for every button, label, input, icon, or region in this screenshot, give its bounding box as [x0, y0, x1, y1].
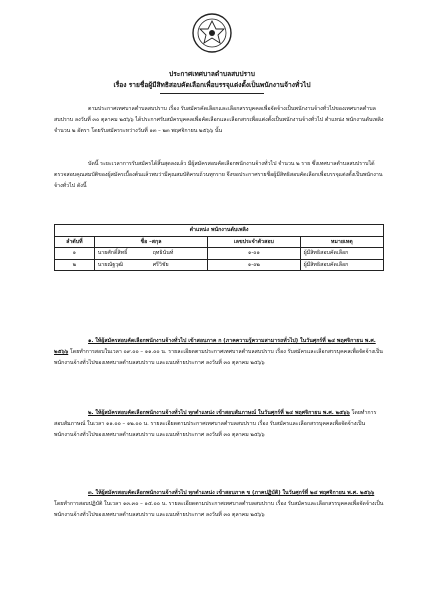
remark: ผู้มีสิทธิสอบคัดเลือก [300, 248, 383, 260]
candidate-name [94, 248, 208, 260]
document-subject: เรื่อง รายชื่อผู้มีสิทธิสอบคัดเลือกเพื่อบรรจุแต่งตั้งเป็นพนักงานจ้างทั่วไป [113, 81, 311, 89]
municipal-seal-icon [191, 12, 233, 54]
section-body: โดยทำการสอบปฏิบัติ ในเวลา ๑๓.๓๐ – ๑๕.๐๐ น. รายละเอียดตามประกาศเทศบาลตำบลสบปราบ เรื่อง รับสมัครและเลือกสรรบุคคลเพื่อจัดจ้างเป็นพนักงานจ้างทั่วไปของเทศบาลตำบลสบปราบ และแนบท้ายประกาศ ลงวันที่ ๓๐ ตุลาคม ๒๕๖๖ [54, 501, 384, 519]
section-written-exam [54, 336, 384, 370]
table-row [55, 259, 384, 271]
document-title: ประกาศเทศบาลตำบลสบปราบ [169, 70, 255, 78]
section-body: โดยทำการสอบสัมภาษณ์ ในเวลา ๑๑.๐๐ – ๑๒.๐๐ น. รายละเอียดตามประกาศเทศบาลตำบลสบปราบ เรื่อง รับสมัครและเลือกสรรบุคคลเพื่อจัดจ้างเป็นพนักงานจ้างทั่วไปของเทศบาลตำบลสบปราบ และแนบท้ายประกาศ ลงวันที่ ๓๐ ตุลาคม ๒๕๖๖ [54, 410, 377, 439]
remark: ผู้มีสิทธิสอบคัดเลือก [300, 259, 383, 271]
candidate-last-name: ฤทธินันท์ [152, 250, 174, 257]
row-number: ๑ [55, 248, 95, 260]
exam-id: ๑-๐๒ [208, 259, 300, 271]
section-lead: ๑. ให้ผู้สมัครสอบคัดเลือกพนักงานจ้างทั่วไป เข้าสอบภาค ก (ภาคความรู้ความสามารถทั่วไป) ในวันศุกร์ที่ ๒๔ พฤศจิกายน พ.ศ. ๒๕๖๖ [54, 338, 376, 356]
status-paragraph: บัดนี้ ระยะเวลาการรับสมัครได้สิ้นสุดลงแล้ว มีผู้สมัครสอบคัดเลือกพนักงานจ้างทั่วไป จำนวน ๒ ราย ซึ่งเทศบาลตำบลสบปราบได้ตรวจสอบคุณสมบัติของผู้สมัครเบื้องต้นแล้วพบว่ามีคุณสมบัติครบถ้วนทุกราย จึงขอประกาศรายชื่อผู้มีสิทธิสอบคัดเลือกเพื่อบรรจุแต่งตั้งเป็นพนักงานจ้างทั่วไป ดังนี้ [54, 161, 383, 190]
candidate-table [54, 224, 384, 271]
title-divider [160, 93, 264, 94]
intro-paragraph: ตามประกาศเทศบาลตำบลสบปราบ เรื่อง รับสมัครคัดเลือกและเลือกสรรบุคคลเพื่อจัดจ้างเป็นพนักงานจ้างทั่วไปของเทศบาลตำบลสบปราบ ลงวันที่ ๓๐ ตุลาคม ๒๕๖๖ ได้ประกาศรับสมัครบุคคลเพื่อคัดเลือกและเลือกสรรเพื่อแต่งตั้งเป็นพนักงานจ้างทั่วไป ตำแหน่ง พนักงานดับเพลิง จำนวน ๒ อัตรา โดยรับสมัครระหว่างวันที่ ๑๓ – ๒๓ พฤศจิกายน ๒๕๖๖ นั้น [54, 106, 384, 135]
section-body: โดยทำการสอบในเวลา ๐๙.๐๐ – ๑๑.๐๐ น. รายละเอียดตามประกาศเทศบาลตำบลสบปราบ เรื่อง รับสมัครและเลือกสรรบุคคลเพื่อจัดจ้างเป็นพนักงานจ้างทั่วไปของเทศบาลตำบลสบปราบ และแนบท้ายประกาศ ลงวันที่ ๓๐ ตุลาคม ๒๕๖๖ [54, 349, 383, 367]
row-number: ๒ [55, 259, 95, 271]
section-lead: ๒. ให้ผู้สมัครสอบคัดเลือกพนักงานจ้างทั่วไป ทุกตำแหน่ง เข้าสอบสัมภาษณ์ ในวันศุกร์ที่ ๒๔ พฤศจิกายน พ.ศ. ๒๕๖๖ [88, 410, 350, 416]
candidate-first-name: นายศักดิ์สิทธิ์ [97, 250, 128, 257]
section-lead: ๓. ให้ผู้สมัครสอบคัดเลือกพนักงานจ้างทั่วไป ทุกตำแหน่ง เข้าสอบภาค ข (ภาคปฏิบัติ) ในวันศุกร์ที่ ๒๔ พฤศจิกายน พ.ศ. ๒๕๖๖ [88, 490, 375, 496]
column-header: ลำดับที่ [55, 236, 95, 248]
candidate-name [94, 259, 208, 271]
table-position-header: ตำแหน่ง พนักงานดับเพลิง [55, 225, 384, 237]
candidate-last-name: ศรีวิชัย [152, 261, 169, 268]
column-header: เลขประจำตัวสอบ [208, 236, 300, 248]
table-header-row [55, 236, 384, 248]
section-practical-exam [54, 488, 384, 522]
table-row [55, 248, 384, 260]
column-header: หมายเหตุ [300, 236, 383, 248]
column-header: ชื่อ –สกุล [94, 236, 208, 248]
section-interview [54, 408, 384, 442]
exam-id: ๑-๐๑ [208, 248, 300, 260]
candidate-first-name: นายณัฐวุฒิ [97, 261, 123, 268]
